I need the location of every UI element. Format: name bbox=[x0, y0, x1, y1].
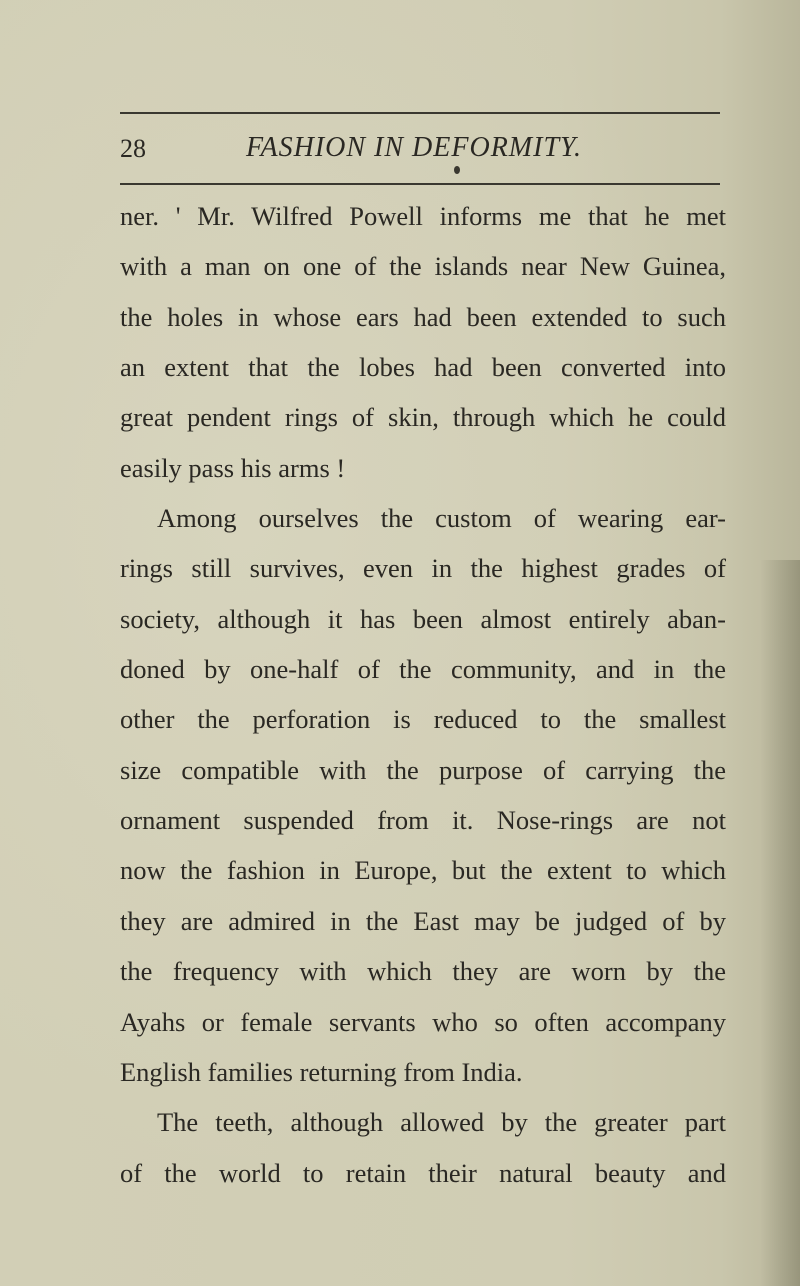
text-line: of the world to retain their natural beauty and bbox=[120, 1157, 726, 1188]
body-text bbox=[120, 191, 726, 1198]
text-line: an extent that the lobes had been converted into bbox=[120, 352, 726, 383]
text-line: easily pass his arms ! bbox=[120, 452, 346, 483]
text-line: the holes in whose ears had been extended to such bbox=[120, 301, 726, 332]
page-edge-shadow bbox=[760, 560, 800, 1286]
text-line: with a man on one of the islands near New Guinea, bbox=[120, 251, 726, 282]
text-line: size compatible with the purpose of carrying the bbox=[120, 754, 726, 785]
page-number: 28 bbox=[120, 134, 146, 163]
text-line: Ayahs or female servants who so often accompany bbox=[120, 1006, 726, 1037]
text-line: Among ourselves the custom of wearing ear- bbox=[157, 503, 726, 534]
text-line: other the perforation is reduced to the smallest bbox=[120, 704, 726, 735]
text-line: great pendent rings of skin, through which he could bbox=[120, 402, 726, 433]
header-top-rule bbox=[120, 112, 720, 114]
page-header bbox=[120, 112, 720, 186]
text-line: ornament suspended from it. Nose-rings are not bbox=[120, 805, 726, 836]
text-line: the frequency with which they are worn by the bbox=[120, 956, 726, 987]
text-line: now the fashion in Europe, but the extent to which bbox=[120, 855, 726, 886]
text-line: society, although it has been almost entirely aban- bbox=[120, 603, 726, 634]
running-title: FASHION IN DEFORMITY. bbox=[246, 132, 583, 163]
text-line: they are admired in the East may be judged of by bbox=[120, 905, 726, 936]
text-line: doned by one-half of the community, and in the bbox=[120, 654, 726, 685]
text-line: rings still survives, even in the highest grades of bbox=[120, 553, 726, 584]
text-line: English families returning from India. bbox=[120, 1056, 523, 1087]
printer-mark bbox=[454, 166, 460, 174]
text-line: ner. ' Mr. Wilfred Powell informs me that he met bbox=[120, 201, 726, 231]
header-bottom-rule bbox=[120, 183, 720, 185]
text-line: The teeth, although allowed by the greater part bbox=[157, 1107, 726, 1138]
